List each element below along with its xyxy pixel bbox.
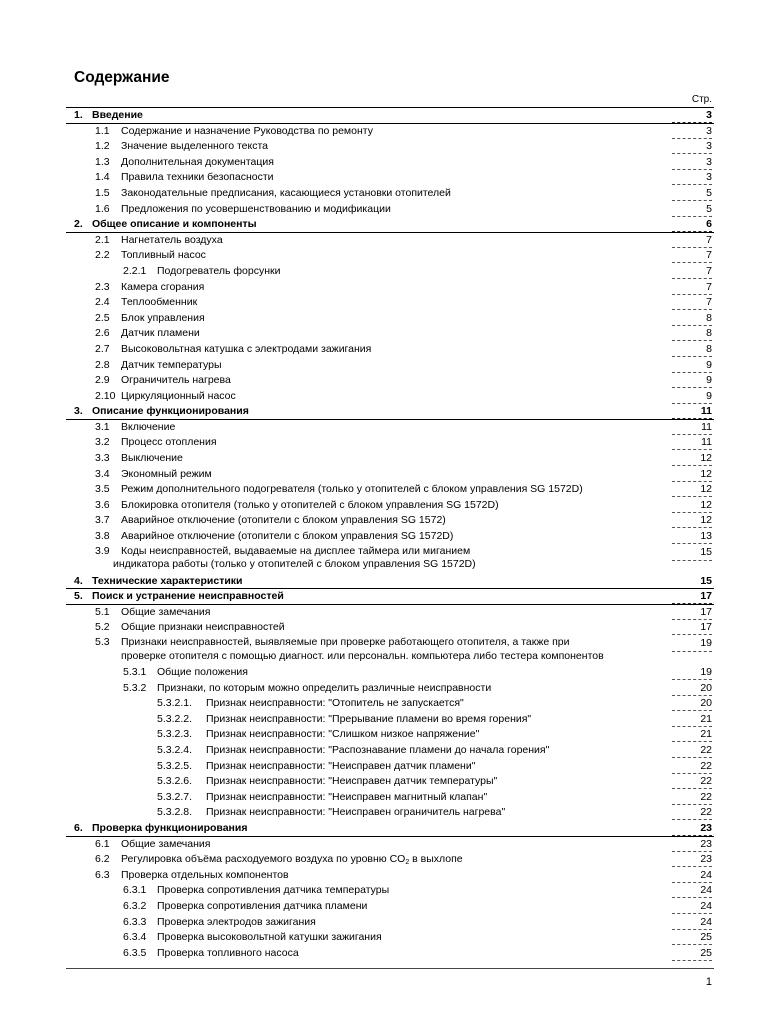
- toc-entry-number: 3.8: [95, 530, 110, 543]
- toc-page-number: 8: [672, 311, 712, 326]
- toc-entry-number: 1.6: [95, 202, 110, 215]
- toc-row[interactable]: [66, 852, 714, 868]
- toc-row[interactable]: [66, 435, 714, 451]
- toc-page-number: 3: [672, 170, 712, 185]
- toc-entry-title: Признак неисправности: "Неисправен магнитный клапан": [206, 790, 488, 803]
- toc-entry-number: 2.5: [95, 311, 110, 324]
- toc-entry-number: 6.: [74, 821, 83, 834]
- toc-row[interactable]: [66, 774, 714, 790]
- toc-entry-number: 2.6: [95, 327, 110, 340]
- toc-entry-number: 6.3.2: [123, 899, 147, 912]
- toc-entry-title: Аварийное отключение (отопители с блоком управления SG 1572): [121, 514, 446, 527]
- toc-row[interactable]: [66, 899, 714, 915]
- toc-entry-number: 2.2: [95, 249, 110, 262]
- toc-row[interactable]: [66, 529, 714, 545]
- toc-page-number: 7: [672, 233, 712, 248]
- toc-entry-number: 5.3.2: [123, 681, 147, 694]
- toc-entry-title: Датчик пламени: [121, 327, 200, 340]
- toc-entry-title: Высоковольтная катушка с электродами зажигания: [121, 342, 372, 355]
- toc-row[interactable]: [66, 696, 714, 712]
- toc-page-number: 7: [672, 248, 712, 263]
- toc-page-number: 11: [672, 404, 712, 419]
- toc-entry-title: Признак неисправности: "Отопитель не запускается": [206, 697, 464, 710]
- toc-entry-number: 5.1: [95, 605, 110, 618]
- toc-entry-number: 2.1: [95, 233, 110, 246]
- toc-chapter-row[interactable]: [66, 217, 714, 233]
- toc-row[interactable]: [66, 170, 714, 186]
- toc-entry-number: 3.2: [95, 436, 110, 449]
- toc-entry-number: 2.4: [95, 296, 110, 309]
- toc-entry-number: 5.3.2.1.: [157, 697, 193, 710]
- toc-entry-title: Предложения по усовершенствованию и модификации: [121, 202, 391, 215]
- toc-row[interactable]: [66, 373, 714, 389]
- toc-entry-number: 5.3: [95, 636, 110, 648]
- toc-entry-number: 5.3.2.4.: [157, 743, 193, 756]
- toc-row[interactable]: [66, 139, 714, 155]
- toc-entry-number: 1.1: [95, 124, 110, 137]
- toc-page-number: 12: [672, 451, 712, 466]
- toc-page-number: 12: [672, 467, 712, 482]
- toc-entry-title: Значение выделенного текста: [121, 140, 269, 153]
- toc-page-number: 7: [672, 280, 712, 295]
- toc-entry-title: Подогреватель форсунки: [157, 264, 281, 277]
- toc-page-number: 12: [672, 498, 712, 513]
- toc-entry-number: 1.5: [95, 186, 110, 199]
- toc-page-number: 8: [672, 342, 712, 357]
- toc-entry-number: 6.2: [95, 853, 110, 866]
- toc-entry-number: 2.: [74, 218, 83, 231]
- toc-page-number: 7: [672, 264, 712, 279]
- toc-entry-number: 2.3: [95, 280, 110, 293]
- toc-row[interactable]: [66, 248, 714, 264]
- toc-entry-number: 1.: [74, 109, 83, 121]
- toc-entry-number: 5.3.1: [123, 666, 147, 678]
- toc-entry-title: Аварийное отключение (отопители с блоком управления SG 1572D): [121, 530, 454, 543]
- toc-page-number: 21: [672, 727, 712, 742]
- toc-entry-title: Описание функционирования: [92, 405, 249, 418]
- toc-page-number: 22: [672, 805, 712, 820]
- toc-entry-number: 3.4: [95, 467, 110, 480]
- toc-page-number: 17: [672, 589, 712, 604]
- toc-row[interactable]: [66, 342, 714, 358]
- toc-entry-title: Законодательные предписания, касающиеся установки отопителей: [121, 186, 451, 199]
- toc-entry-number: 4.: [74, 574, 83, 587]
- toc-row[interactable]: [66, 202, 714, 218]
- page-title: Содержание: [74, 69, 170, 86]
- toc-page-number: 22: [672, 743, 712, 758]
- toc-row[interactable]: [66, 805, 714, 821]
- toc-row[interactable]: [66, 930, 714, 946]
- toc-entry-number: 3.6: [95, 498, 110, 511]
- toc-entry-number: 3.3: [95, 452, 110, 465]
- toc-entry-number: 2.8: [95, 358, 110, 371]
- toc-entry-title: Проверка функционирования: [92, 821, 248, 834]
- toc-page-number: 12: [672, 482, 712, 497]
- toc-entry-title: Общие признаки неисправностей: [121, 621, 285, 634]
- toc-row[interactable]: [66, 915, 714, 931]
- toc-page-number: 20: [672, 696, 712, 711]
- toc-entry-title: Коды неисправностей, выдаваемые на дисплее таймера или миганием индикатора работы (только у отопителей с блоком управления SG 1572D): [113, 544, 476, 571]
- toc-entry-title: Топливный насос: [121, 249, 206, 262]
- toc-page-number: 11: [672, 420, 712, 435]
- subscript: 2: [405, 859, 410, 867]
- toc-entry-title: Нагнетатель воздуха: [121, 233, 223, 246]
- toc-entry-number: 5.3.2.5.: [157, 759, 193, 772]
- toc-row[interactable]: [66, 605, 714, 621]
- toc-page-number: 11: [672, 435, 712, 450]
- toc-page-number: 23: [672, 852, 712, 867]
- toc-entry-title: Общие замечания: [121, 837, 211, 850]
- toc-row[interactable]: [66, 790, 714, 806]
- toc-entry-number: 3.: [74, 405, 83, 418]
- toc-chapter-row[interactable]: [66, 404, 714, 420]
- toc-entry-title-continued: индикатора работы (только у отопителей с блоком управления SG 1572D): [113, 558, 476, 571]
- toc-page-number: 25: [672, 930, 712, 945]
- toc-entry-title: Признак неисправности: "Распознавание пламени до начала горения": [206, 743, 550, 756]
- toc-row[interactable]: [66, 233, 714, 249]
- toc-entry-title: Проверка топливного насоса: [157, 946, 299, 959]
- toc-entry-title: Правила техники безопасности: [121, 171, 274, 184]
- toc-entry-number: 3.9: [95, 544, 110, 557]
- toc-row[interactable]: [66, 389, 714, 405]
- toc-page-number: 25: [672, 946, 712, 961]
- toc-entry-title: Включение: [121, 420, 176, 433]
- toc-entry-title: Камера сгорания: [121, 280, 205, 293]
- toc-entry-number: 6.3.3: [123, 915, 147, 928]
- toc-row[interactable]: [66, 545, 714, 574]
- toc-entry-title: Общее описание и компоненты: [92, 218, 257, 231]
- toc-entry-title: Выключение: [121, 452, 183, 465]
- toc-entry-title: Общие замечания: [121, 605, 211, 618]
- toc-entry-title: Признак неисправности: "Неисправен датчик пламени": [206, 759, 476, 772]
- toc-page-number: 19: [672, 637, 712, 652]
- toc-row[interactable]: [66, 358, 714, 374]
- toc-entry-title: Проверка сопротивления датчика пламени: [157, 899, 368, 912]
- toc-entry-title: Датчик температуры: [121, 358, 222, 371]
- toc-entry-title: Регулировка объёма расходуемого воздуха по уровню $CO_2$ в выхлопе: [121, 853, 463, 867]
- toc-page-number: 3: [672, 139, 712, 154]
- toc-entry-title: Признак неисправности: "Неисправен датчик температуры": [206, 775, 498, 788]
- toc-entry-number: 5.3.2.7.: [157, 790, 193, 803]
- toc-row[interactable]: [66, 451, 714, 467]
- toc-entry-title: Введение: [92, 109, 143, 121]
- toc-page-number: 6: [672, 217, 712, 232]
- toc-entry-number: 5.3.2.3.: [157, 728, 193, 741]
- toc-entry-title: Экономный режим: [121, 467, 212, 480]
- toc-entry-number: 5.2: [95, 621, 110, 634]
- toc-entry-number: 6.3.5: [123, 946, 147, 959]
- toc-page-number: 3: [672, 124, 712, 139]
- toc-entry-title: Признак неисправности: "Прерывание пламени во время горения": [206, 712, 532, 725]
- toc-row[interactable]: [66, 264, 714, 280]
- toc-page-number: 9: [672, 373, 712, 388]
- toc-page-number: 22: [672, 790, 712, 805]
- toc-entry-number: 1.4: [95, 171, 110, 184]
- toc-chapter-row[interactable]: [66, 574, 714, 590]
- toc-entry-title: Ограничитель нагрева: [121, 374, 231, 387]
- toc-entry-title: Общие положения: [157, 666, 248, 678]
- toc-entry-number: 6.3: [95, 868, 110, 881]
- toc-entry-number: 6.1: [95, 837, 110, 850]
- toc-entry-number: 6.3.1: [123, 884, 147, 897]
- toc-entry-number: 5.3.2.2.: [157, 712, 193, 725]
- toc-entry-title: Проверка отдельных компонентов: [121, 868, 289, 881]
- toc-page-number: 23: [672, 837, 712, 852]
- toc-row[interactable]: [66, 498, 714, 514]
- toc-entry-title-continued: проверке отопителя с помощью диагност. или персональн. компьютера либо тестера компонентов: [121, 649, 604, 662]
- bottom-rule: [66, 968, 714, 969]
- toc-row[interactable]: [66, 124, 714, 140]
- toc-entry-number: 2.9: [95, 374, 110, 387]
- toc-page-number: 15: [672, 574, 712, 589]
- toc-row[interactable]: [66, 665, 714, 681]
- toc-entry-number: 6.3.4: [123, 931, 147, 944]
- toc-row[interactable]: [66, 620, 714, 636]
- toc-page-number: 5: [672, 186, 712, 201]
- toc-row[interactable]: [66, 155, 714, 171]
- toc-entry-title: Процесс отопления: [121, 436, 217, 449]
- toc-entry-title: Теплообменник: [121, 296, 198, 309]
- toc-page-number: 19: [672, 665, 712, 680]
- toc-entry-title: Блок управления: [121, 311, 205, 324]
- toc-entry-number: 2.7: [95, 342, 110, 355]
- toc-page-number: 24: [672, 883, 712, 898]
- toc-entry-title: Циркуляционный насос: [121, 389, 236, 402]
- toc-entry-title: Проверка высоковольтной катушки зажигания: [157, 931, 382, 944]
- toc-row[interactable]: [66, 420, 714, 436]
- toc-entry-number: 5.: [74, 590, 83, 603]
- toc-page-number: 3: [672, 155, 712, 170]
- toc-page-number: 3: [672, 108, 712, 123]
- toc-entry-title: Признаки, по которым можно определить различные неисправности: [157, 681, 492, 694]
- toc-page-number: 17: [672, 620, 712, 635]
- toc-row[interactable]: [66, 883, 714, 899]
- toc-page-number: 12: [672, 513, 712, 528]
- toc-row[interactable]: [66, 280, 714, 296]
- toc-row[interactable]: [66, 311, 714, 327]
- page-column-header: Стр.: [691, 94, 712, 105]
- toc-entry-number: 3.5: [95, 483, 110, 496]
- toc-row[interactable]: [66, 868, 714, 884]
- toc-entry-number: 5.3.2.8.: [157, 806, 193, 819]
- toc-row[interactable]: [66, 636, 714, 665]
- toc-page-number: 23: [672, 821, 712, 836]
- toc-row[interactable]: [66, 295, 714, 311]
- toc-row[interactable]: [66, 681, 714, 697]
- toc-entry-title: Проверка электродов зажигания: [157, 915, 316, 928]
- toc-page-number: 24: [672, 899, 712, 914]
- toc-page-number: 24: [672, 915, 712, 930]
- toc-row[interactable]: [66, 837, 714, 853]
- toc-entry-title: Признаки неисправностей, выявляемые при проверке работающего отопителя, а также при проверке отопителя с помощью диагност. или персональн. компьютера либо тестера компонентов: [121, 636, 604, 662]
- toc-chapter-row[interactable]: [66, 589, 714, 605]
- toc-page-number: 21: [672, 712, 712, 727]
- toc-entry-title: Режим дополнительного подогревателя (только у отопителей с блоком управления SG 1572D): [121, 483, 583, 496]
- page-number: 1: [705, 976, 712, 988]
- toc-page-number: 7: [672, 295, 712, 310]
- toc-row[interactable]: [66, 743, 714, 759]
- toc-page-number: 5: [672, 202, 712, 217]
- toc-row[interactable]: [66, 759, 714, 775]
- toc-entry-title: Проверка сопротивления датчика температуры: [157, 884, 390, 897]
- toc-row[interactable]: [66, 946, 714, 962]
- toc-page-number: 24: [672, 868, 712, 883]
- toc-page-number: 9: [672, 389, 712, 404]
- toc-page-number: 8: [672, 326, 712, 341]
- toc-row[interactable]: [66, 727, 714, 743]
- toc-entry-number: 5.3.2.6.: [157, 775, 193, 788]
- toc-entry-number: 1.2: [95, 140, 110, 153]
- toc-row[interactable]: [66, 482, 714, 498]
- toc-row[interactable]: [66, 326, 714, 342]
- toc-page-number: 17: [672, 605, 712, 620]
- toc-page-number: 9: [672, 358, 712, 373]
- toc-page-number: 22: [672, 759, 712, 774]
- toc-row[interactable]: [66, 467, 714, 483]
- toc-entry-title: Технические характеристики: [92, 574, 243, 587]
- toc-page-number: 15: [672, 546, 712, 561]
- toc-entry-number: 2.2.1: [123, 264, 147, 277]
- toc-entry-number: 1.3: [95, 155, 110, 168]
- toc-row[interactable]: [66, 186, 714, 202]
- toc-entry-title: Блокировка отопителя (только у отопителей с блоком управления SG 1572D): [121, 498, 499, 511]
- toc-page-number: 13: [672, 529, 712, 544]
- toc-entry-title: Признак неисправности: "Неисправен ограничитель нагрева": [206, 806, 506, 819]
- toc-chapter-row[interactable]: [66, 108, 714, 124]
- toc-entry-number: 2.10: [95, 389, 116, 402]
- toc-entry-title: Содержание и назначение Руководства по ремонту: [121, 124, 373, 137]
- toc-page-number: 20: [672, 681, 712, 696]
- table-of-contents: [66, 108, 714, 961]
- toc-entry-number: 3.1: [95, 420, 110, 433]
- toc-chapter-row[interactable]: [66, 821, 714, 837]
- toc-row[interactable]: [66, 712, 714, 728]
- toc-entry-title: Поиск и устранение неисправностей: [92, 590, 284, 603]
- toc-entry-title: Признак неисправности: "Слишком низкое напряжение": [206, 728, 480, 741]
- toc-row[interactable]: [66, 513, 714, 529]
- toc-entry-number: 3.7: [95, 514, 110, 527]
- toc-page-number: 22: [672, 774, 712, 789]
- toc-entry-title: Дополнительная документация: [121, 155, 274, 168]
